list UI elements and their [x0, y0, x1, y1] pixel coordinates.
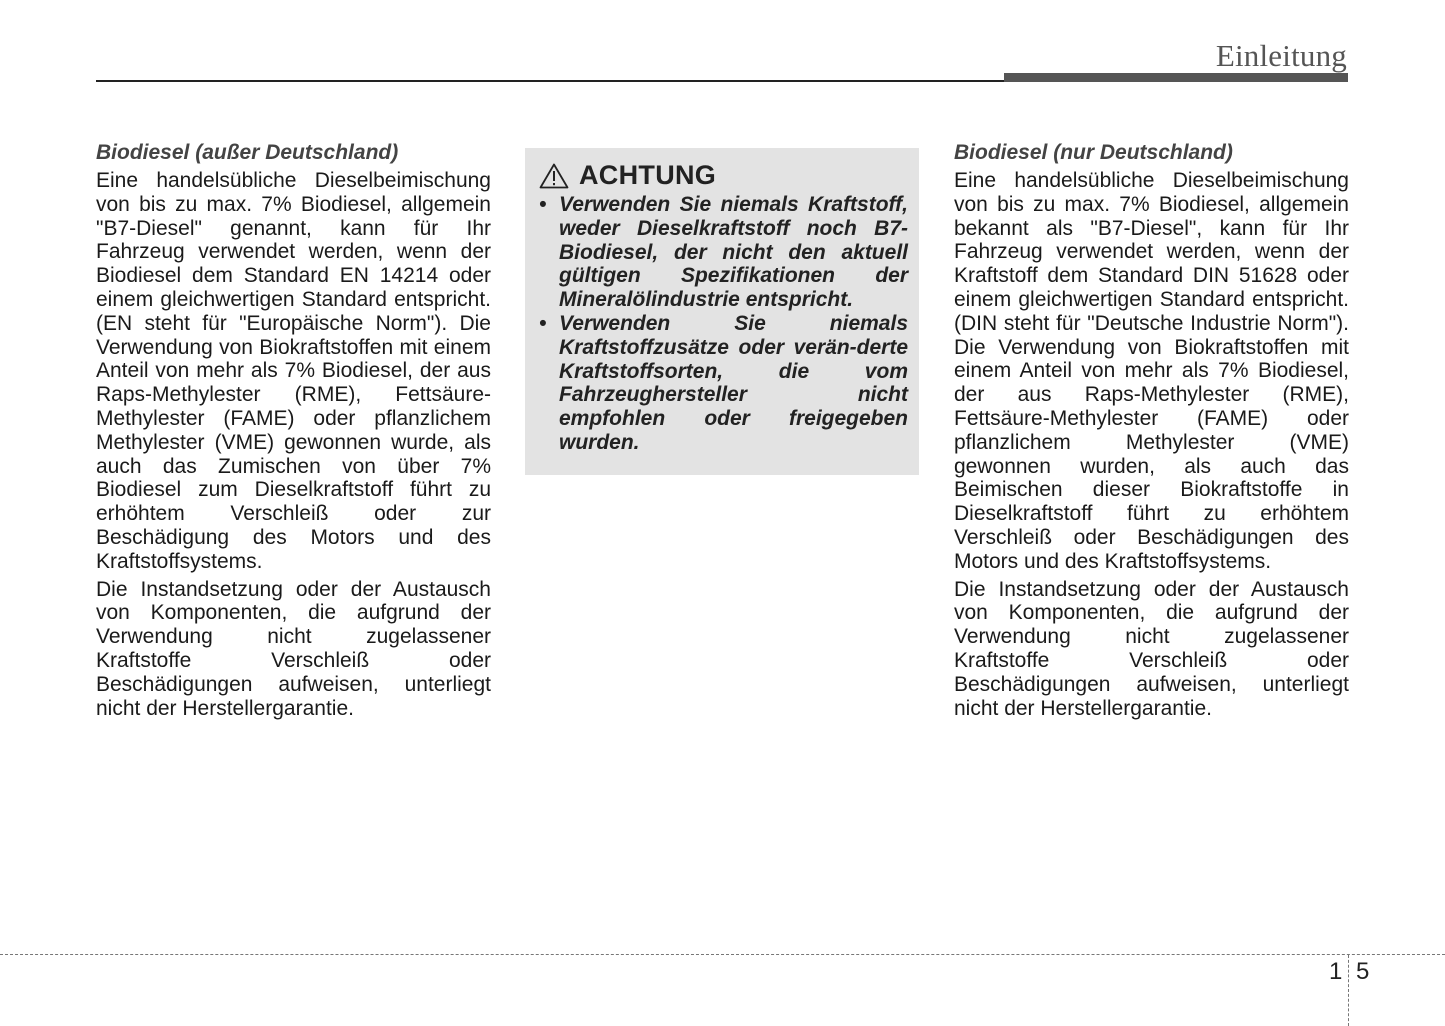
warning-box: [525, 148, 919, 475]
footer-page-divider: [1348, 955, 1349, 1026]
warning-item-text: Verwenden Sie niemals Kraftstoff, weder Dieselkraftstoff noch B7-Biodiesel, der nicht den aktuell gültigen Spezifikationen der Mineralölindustrie entspricht.: [559, 193, 908, 312]
warning-header: [539, 160, 908, 191]
warning-triangle-icon: [539, 163, 569, 189]
warning-item-text: Verwenden Sie niemals Kraftstoffzusätze oder verän-derte Kraftstoffsorten, die vom Fahrzeughersteller nicht empfohlen oder freigegeben wurden.: [559, 311, 908, 454]
bullet: •: [539, 311, 547, 335]
warning-title: ACHTUNG: [579, 160, 717, 190]
left-paragraph-2: Die Instandsetzung oder der Austausch von Komponenten, die aufgrund der Verwendung nicht zugelassener Kraftstoffe Verschleiß oder Beschädigungen aufweisen, unterliegt nicht der Herstellergarantie.: [96, 577, 491, 720]
header-accent-bar: [1004, 73, 1348, 82]
warning-item-1: [539, 193, 908, 312]
left-paragraph-1: Eine handelsübliche Dieselbeimischung von bis zu max. 7% Biodiesel, allgemein "B7-Diesel" genannt, kann für Ihr Fahrzeug verwendet werden, wenn der Biodiesel dem Standard EN 14214 oder einem gleichwertigen Standard entspricht. (EN steht für "Europäische Norm"). Die Verwendung von Biokraftstoffen mit einem Anteil von mehr als 7% Biodiesel, der aus Raps-Methylester (RME), Fettsäure-Methylester (FAME) oder pflanzlichem Methylester (VME) gewonnen wurde, als auch das Zumischen von über 7% Biodiesel zum Dieselkraftstoff führt zu erhöhtem Verschleiß oder zur Beschädigung des Motors und des Kraftstoffsystems.: [96, 169, 491, 573]
right-heading: Biodiesel (nur Deutschland): [954, 141, 1233, 164]
right-column: [954, 141, 1349, 724]
warning-list: [539, 193, 908, 455]
footer-dashed-rule: [0, 954, 1445, 955]
bullet: •: [539, 193, 547, 216]
right-paragraph-2: Die Instandsetzung oder der Austausch von Komponenten, die aufgrund der Verwendung nicht zugelassener Kraftstoffe Verschleiß oder Beschädigungen aufweisen, unterliegt nicht der Herstellergarantie.: [954, 577, 1349, 720]
page-section-title: Einleitung: [1215, 38, 1347, 73]
left-column: [96, 141, 491, 724]
page-number: 5: [1356, 958, 1370, 985]
left-heading: Biodiesel (außer Deutschland): [96, 141, 399, 164]
warning-item-2: [539, 312, 908, 455]
right-paragraph-1: Eine handelsübliche Dieselbeimischung von bis zu max. 7% Biodiesel, allgemein bekannt als "B7-Diesel", kann für Ihr Fahrzeug verwendet werden, wenn der Kraftstoff dem Standard DIN 51628 oder einem gleichwertigen Standard entspricht. (DIN steht für "Deutsche Industrie Norm"). Die Verwendung von Biokraftstoffen mit einem Anteil von mehr als 7% Biodiesel, der aus Raps-Methylester (RME), Fettsäure-Methylester (FAME) oder pflanzlichem Methylester (VME) gewonnen wurden, als auch das Beimischen dieser Biokraftstoffe in Dieselkraftstoff führt zu erhöhtem Verschleiß oder Beschädigungen des Motors und des Kraftstoffsystems.: [954, 169, 1349, 573]
chapter-number: 1: [1329, 958, 1343, 985]
